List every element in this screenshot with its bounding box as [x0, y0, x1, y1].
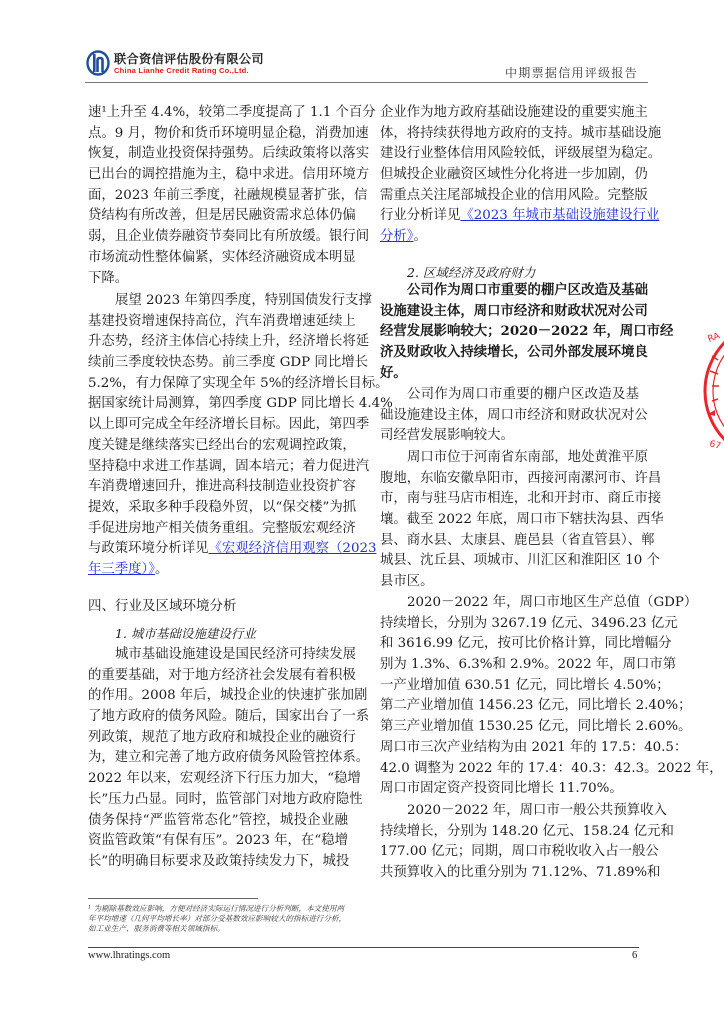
- text-segment: 城市基础设施建设是国民经济可持续发展: [115, 647, 357, 662]
- text-segment: 列政策，规范了地方政府和城投企业的融资行: [88, 729, 356, 745]
- text-segment: 。: [413, 229, 427, 245]
- text-segment: 公司作为周口市重要的棚户区改造及基础: [407, 282, 649, 298]
- paragraph-regional-summary: [380, 280, 674, 383]
- text-segment: 持续增长，分别为 148.20 亿元、158.24 亿元和: [380, 823, 674, 839]
- text-segment: 了地方政府的债务风险。随后，国家出台了一系: [88, 709, 370, 725]
- text-segment: 42.0 调整为 2022 年的 17.4：40.3：42.3。2022 年，: [380, 760, 723, 776]
- text-line: [380, 822, 674, 843]
- text-line: [380, 551, 660, 572]
- text-line: [88, 415, 370, 436]
- text-line: [88, 790, 363, 811]
- header-divider: [85, 82, 648, 83]
- page-number: 6: [632, 950, 638, 961]
- text-line: [88, 686, 368, 707]
- text-line: [380, 144, 662, 165]
- text-segment: 点。9 月，物价和货币环境明显企稳，消费加速: [88, 125, 369, 141]
- text-line: [88, 332, 370, 353]
- text-line: [380, 510, 664, 531]
- subsection-heading-urban-infra: 1. 城市基础设施建设行业: [115, 626, 256, 641]
- footnote-divider: [88, 898, 258, 899]
- paragraph-q4-outlook: [88, 291, 393, 581]
- text-line: [88, 206, 356, 227]
- company-name-en: China Lianhe Credit Rating Co.,Ltd.: [114, 66, 249, 75]
- text-line: [88, 769, 361, 790]
- text-line: [380, 103, 648, 124]
- text-segment: 度关键是继续落实已经出台的宏观调控政策，: [88, 437, 356, 453]
- text-line: [380, 426, 639, 447]
- text-line: [88, 707, 370, 728]
- text-line: [88, 124, 369, 145]
- text-line: [88, 103, 376, 124]
- seal-stamp-icon: [700, 316, 724, 466]
- text-segment: 但城投企业融资区域性分化将进一步加剧，仍: [380, 167, 648, 183]
- text-segment: 手促进房地产相关债务重组。完整版宏观经济: [88, 520, 356, 536]
- text-segment: 第二产业增加值 1456.23 亿元，同比增长 2.40%；: [380, 698, 692, 714]
- text-segment: 。: [154, 561, 169, 577]
- text-line: [380, 489, 662, 510]
- subsection-heading-regional: 2. 区域经济及政府财力: [407, 265, 536, 280]
- text-segment: 持续增长，分别为 3267.19 亿元、3496.23 亿元: [380, 615, 678, 631]
- text-line: [88, 666, 356, 687]
- text-line: [380, 206, 660, 227]
- text-segment: 周口市三次产业结构为由 2021 年的 17.5：40.5：: [380, 739, 688, 755]
- text-segment: 下降。: [88, 270, 129, 286]
- text-line: [380, 124, 662, 145]
- text-line: [88, 811, 348, 832]
- paragraph-industry-outlook: [380, 103, 662, 248]
- text-line: [88, 831, 348, 852]
- text-line: [88, 498, 357, 519]
- text-segment: 基建投资增速保持高位，汽车消费增速延续上: [88, 313, 356, 329]
- text-line: [380, 227, 639, 248]
- text-line: [88, 248, 356, 269]
- text-segment: 市，南与驻马店市相连，北和开封市、商丘市接: [380, 491, 662, 507]
- footer-divider: [88, 947, 639, 948]
- text-segment: 一产业增加值 630.51 亿元，同比增长 4.50%；: [380, 677, 670, 693]
- text-segment: 2020－2022 年，周口市一般公共预算收入: [407, 803, 667, 818]
- text-line: [88, 748, 370, 769]
- text-segment: 需重点关注尾部城投企业的信用风险。完整版: [380, 187, 648, 203]
- text-segment: 面，2023 年前三季度，社融规模显著扩张，信: [88, 187, 368, 203]
- report-type: 中期票据信用评级报告: [505, 66, 639, 80]
- text-segment: 177.00 亿元；同期，周口市税收收入占一般公: [380, 844, 659, 860]
- text-segment: 据国家统计局测算，第四季度 GDP 同比增长 4.4%: [88, 396, 393, 412]
- text-line: [88, 394, 393, 415]
- text-line: [380, 385, 639, 406]
- text-segment: 济及财政收入持续增长，公司外部发展环境良: [380, 344, 648, 361]
- svg-text:67: 67: [708, 439, 722, 452]
- text-line: [380, 863, 661, 884]
- text-segment: 展望 2023 年第四季度，特别国债发行支撑: [115, 293, 372, 308]
- header: [0, 0, 724, 90]
- report-link[interactable]: 分析》: [380, 229, 414, 245]
- text-line: [380, 469, 662, 490]
- text-line: [380, 342, 648, 363]
- text-segment: 长”的明确目标要求及政策持续发力下，城投: [88, 853, 350, 869]
- text-line: [380, 321, 674, 342]
- text-line: [380, 696, 692, 717]
- text-line: [88, 852, 348, 873]
- text-line: [380, 634, 672, 655]
- text-line: [380, 738, 688, 759]
- text-line: [380, 363, 639, 384]
- text-line: [88, 374, 389, 395]
- paragraph-urban-infra: [88, 645, 370, 873]
- text-segment: 车消费增速回升，推进高科技制造业投资扩容: [88, 479, 356, 495]
- text-line: [380, 593, 698, 614]
- text-segment: 升态势，经济主体信心持续上升，经济增长将延: [88, 334, 370, 350]
- text-line: [380, 186, 648, 207]
- text-line: [88, 728, 356, 749]
- paragraph-gdp: [380, 593, 723, 800]
- text-line: [380, 676, 670, 697]
- text-segment: 以上即可完成全年经济增长目标。因此，第四季: [88, 417, 370, 433]
- paragraph-budget: [380, 801, 674, 884]
- text-line: [380, 572, 639, 593]
- text-line: [380, 655, 677, 676]
- text-segment: 设施建设主体，周口市经济和财政状况对公司: [380, 302, 648, 319]
- text-segment: 周口市位于河南省东南部，地处黄淮平原: [407, 450, 649, 465]
- text-segment: 企业作为地方政府基础设施建设的重要实施主: [380, 105, 648, 120]
- paragraph-company-role: [380, 385, 648, 447]
- text-line: [380, 759, 723, 780]
- text-segment: 的作用。2008 年后，城投企业的快速扩张加剧: [88, 688, 368, 704]
- text-line: [88, 477, 356, 498]
- text-segment: 为，建立和完善了地方政府债务风险管控体系。: [88, 750, 370, 766]
- company-logo-icon: [86, 50, 110, 76]
- text-segment: 体，将持续获得地方政府的支持。城市基础设施: [380, 125, 662, 141]
- text-segment: 贷结构有所改善，但是居民融资需求总体仍偏: [88, 208, 356, 224]
- text-segment: 县、商水县、太康县、鹿邑县（省直管县）、郸: [380, 532, 655, 548]
- paragraph-location: [380, 448, 664, 593]
- report-link[interactable]: 《宏观经济信用观察（2023: [208, 541, 377, 557]
- text-segment: 别为 1.3%、6.3%和 2.9%。2022 年，周口市第: [380, 657, 677, 673]
- report-link[interactable]: 《2023 年城市基础设施建设行业: [460, 208, 660, 224]
- text-segment: 坚持稳中求进工作基调，固本培元；着力促进汽: [88, 458, 370, 474]
- text-line: [380, 406, 648, 427]
- text-line: [88, 353, 368, 374]
- footer-website-link[interactable]: www.lhratings.com: [88, 950, 171, 961]
- text-line: [88, 186, 368, 207]
- text-segment: 公司作为周口市重要的棚户区改造及基: [407, 387, 639, 402]
- svg-text:RA: RA: [706, 331, 722, 345]
- text-line: [88, 645, 357, 666]
- text-line: [88, 519, 356, 540]
- text-segment: 行业分析详见: [380, 208, 461, 224]
- text-line: [380, 301, 648, 322]
- text-segment: 壤。截至 2022 年底，周口市下辖扶沟县、西华: [380, 512, 664, 528]
- paragraph-macro-outlook: [88, 103, 376, 289]
- text-line: [380, 842, 659, 863]
- text-line: [88, 144, 370, 165]
- text-segment: 建设行业整体信用风险较低，评级展望为稳定。: [380, 146, 662, 162]
- text-segment: 共预算收入的比重分别为 71.12%、71.89%和: [380, 865, 661, 881]
- text-line: [380, 717, 692, 738]
- text-segment: 和 3616.99 亿元，按可比价格计算，同比增幅分: [380, 636, 672, 652]
- text-segment: 城县、沈丘县、项城市、川汇区和淮阳区 10 个: [380, 553, 660, 569]
- text-segment: 础设施建设主体，周口市经济和财政状况对公: [380, 407, 648, 423]
- text-line: [88, 560, 348, 581]
- text-segment: 已出台的调控措施为主，稳中求进。信用环境方: [88, 167, 370, 183]
- report-link[interactable]: 年三季度）》: [88, 561, 155, 577]
- text-segment: 5.2%，有力保障了实现全年 5%的经济增长目标。: [88, 375, 389, 391]
- text-line: [88, 291, 372, 312]
- text-segment: 周口市固定资产投资同比增长 11.70%。: [380, 781, 623, 797]
- text-line: [88, 269, 348, 290]
- text-segment: 速¹上升至 4.4%，较第二季度提高了 1.1 个百分: [88, 105, 376, 120]
- text-segment: 与政策环境分析详见: [88, 541, 209, 557]
- text-segment: 市场流动性整体偏紧，实体经济融资成本明显: [88, 249, 356, 265]
- text-segment: 弱，且企业债券融资节奏同比有所放缓。银行间: [88, 229, 370, 245]
- text-segment: 第三产业增加值 1530.25 亿元，同比增长 2.60%。: [380, 719, 692, 735]
- text-segment: 恢复，制造业投资保持强势。后续政策将以落实: [88, 146, 370, 162]
- text-segment: 2020－2022 年，周口市地区生产总值（GDP）: [407, 595, 698, 610]
- text-segment: 续前三季度较快态势。前三季度 GDP 同比增长: [88, 355, 368, 371]
- text-line: [88, 227, 370, 248]
- text-line: [380, 801, 667, 822]
- footnote: ¹ 为剔除基数效应影响，方便对经济实际运行情况进行分析判断，本文使用两年平均增速（几何平均增长率）对部分受基数效应影响较大的指标进行分析，如工业生产、服务消费等相关领域指标。: [88, 904, 347, 933]
- text-segment: 腹地，东临安徽阜阳市，西接河南漯河市、许昌: [380, 470, 662, 486]
- text-segment: 的重要基础，对于地方经济社会发展有着积极: [88, 667, 356, 683]
- text-line: [380, 614, 678, 635]
- text-line: [380, 280, 649, 301]
- text-segment: 2022 年以来，宏观经济下行压力加大，“稳增: [88, 771, 361, 787]
- text-segment: 提效，采取多种手段稳外贸，以“保交楼”为抓: [88, 499, 357, 515]
- text-line: [88, 312, 356, 333]
- text-line: [380, 531, 655, 552]
- company-name-cn: 联合资信评估股份有限公司: [114, 52, 264, 66]
- text-line: [88, 165, 370, 186]
- text-line: [380, 779, 639, 800]
- text-line: [88, 436, 356, 457]
- text-segment: 好。: [380, 364, 407, 381]
- text-line: [88, 539, 377, 560]
- text-segment: 经营发展影响较大；2020－2022 年，周口市经: [380, 323, 674, 340]
- text-segment: 债务保持“严监管常态化”管控，城投企业融: [88, 812, 348, 828]
- text-segment: 长”压力凸显。同时，监管部门对地方政府隐性: [88, 791, 363, 807]
- text-segment: 县市区。: [380, 574, 434, 590]
- text-line: [88, 457, 370, 478]
- text-line: [380, 165, 648, 186]
- text-segment: 资监管政策“有保有压”。2023 年，在“稳增: [88, 833, 348, 849]
- section-heading: 四、行业及区域环境分析: [88, 598, 237, 614]
- text-segment: 司经营发展影响较大。: [380, 428, 514, 444]
- text-line: [380, 448, 649, 469]
